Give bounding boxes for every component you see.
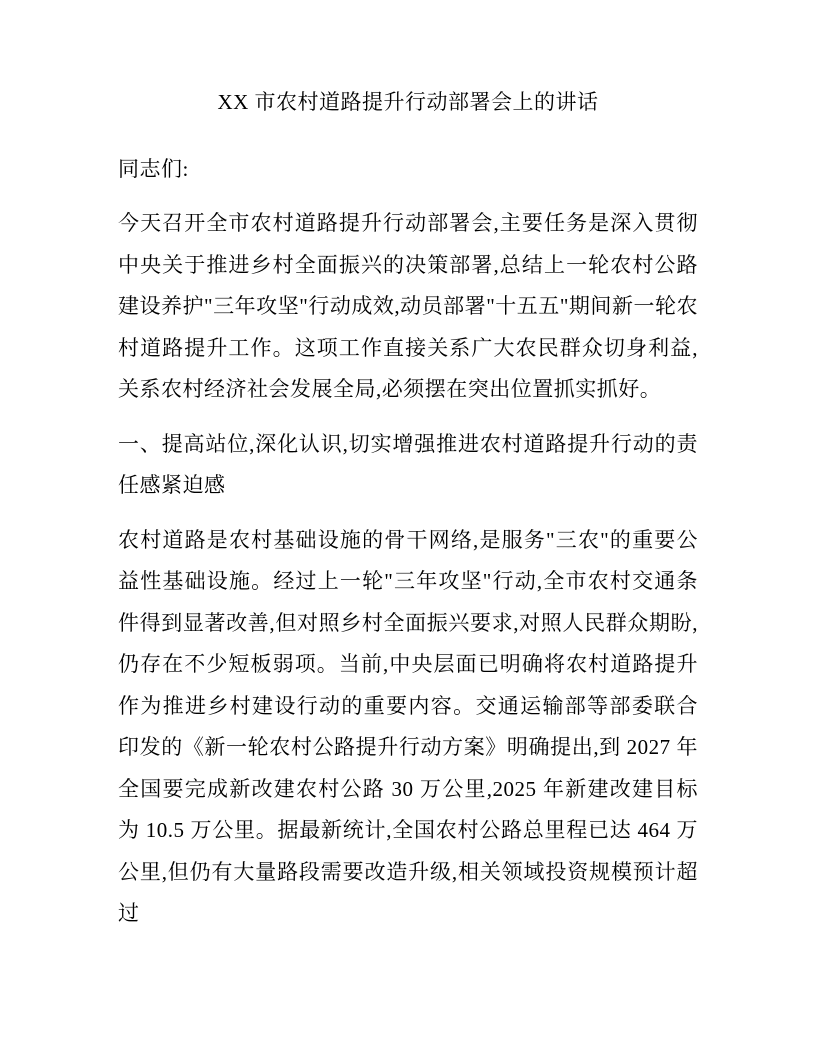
paragraph-intro: 今天召开全市农村道路提升行动部署会,主要任务是深入贯彻中央关于推进乡村全面振兴的决策部署,总结上一轮农村公路建设养护"三年攻坚"行动成效,动员部署"十五五"期间新一轮农村道路提升工作。这项工作直接关系广大农民群众切身利益,关系农村经济社会发展全局,必须摆在突出位置抓实抓好。 (118, 211, 698, 401)
salutation: 同志们: (118, 156, 189, 181)
paragraph-section-one-body: 农村道路是农村基础设施的骨干网络,是服务"三农"的重要公益性基础设施。经过上一轮"三年攻坚"行动,全市农村交通条件得到显著改善,但对照乡村全面振兴要求,对照人民群众期盼,仍存在不少短板弱项。当前,中央层面已明确将农村道路提升作为推进乡村建设行动的重要内容。交通运输部等部委联合印发的《新一轮农村公路提升行动方案》明确提出,到 2027 年全国要完成新改建农村公路 30 万公里,2025 年新建改建目标为 10.5 万公里。据最新统计,全国农村公路总里程已达 464 万公里,但仍有大量路段需要改造升级,相关领域投资规模预计超过 (118, 527, 698, 925)
section-heading-one: 一、提高站位,深化认识,切实增强推进农村道路提升行动的责任感紧迫感 (118, 431, 698, 497)
document-title: XX 市农村道路提升行动部署会上的讲话 (217, 90, 599, 114)
document-content (118, 82, 698, 948)
